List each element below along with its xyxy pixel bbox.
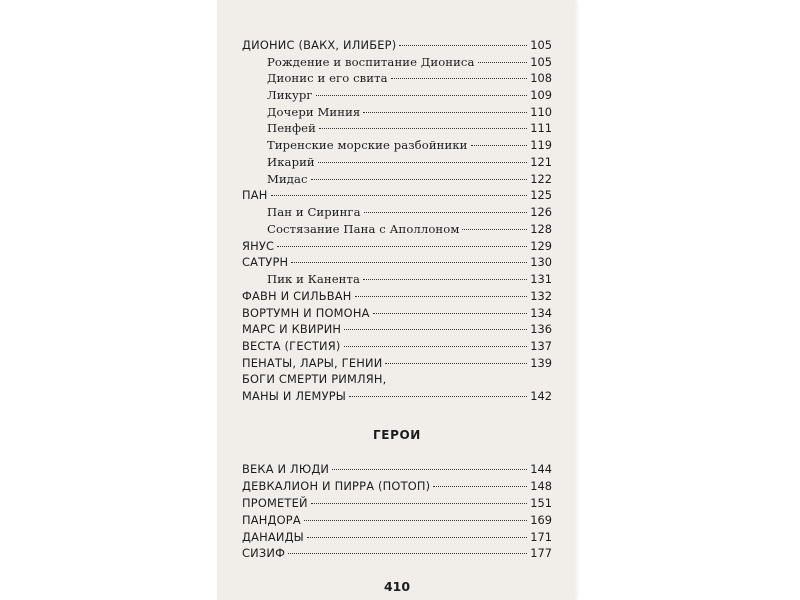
section-heading-heroes: ГЕРОИ: [373, 428, 421, 442]
toc-entry-page: 111: [530, 121, 552, 135]
dot-leader: [399, 45, 527, 46]
toc-entry-page: 128: [530, 222, 552, 236]
toc-entry-page: 139: [530, 356, 552, 370]
dot-leader: [391, 78, 527, 79]
toc-entry-page: 130: [530, 255, 552, 269]
dot-leader: [373, 313, 527, 314]
toc-entry-page: 169: [530, 513, 552, 527]
toc-entry-saturn: [242, 255, 552, 273]
toc-entry-manes-lemures: [242, 389, 552, 407]
toc-entry-title: Состязание Пана с Аполлоном: [267, 222, 460, 236]
dot-leader: [318, 162, 527, 163]
dot-leader: [311, 179, 527, 180]
toc-entry-title: МАНЫ И ЛЕМУРЫ: [242, 389, 347, 403]
toc-entry-page: 136: [530, 322, 552, 336]
toc-entry-title: ВОРТУМН И ПОМОНА: [242, 306, 370, 320]
toc-entry-sisyphus: [242, 546, 552, 564]
dot-leader: [462, 229, 527, 230]
toc-entry-page: 105: [530, 55, 552, 69]
dot-leader: [355, 296, 527, 297]
toc-entry-vesta: [242, 339, 552, 357]
toc-entry-title: ПЕНАТЫ, ЛАРЫ, ГЕНИИ: [242, 356, 383, 370]
toc-entry-page: 121: [530, 155, 552, 169]
dot-leader: [433, 486, 527, 487]
toc-entry-faunus-silvanus: [242, 289, 552, 307]
toc-entry-title: ДИОНИС (ВАКХ, ИЛИБЕР): [242, 38, 397, 52]
page-number: 410: [383, 579, 411, 594]
dot-leader: [344, 329, 527, 330]
toc-entry-title: САТУРН: [242, 255, 289, 269]
toc-entry-title: Пан и Сиринга: [267, 205, 361, 219]
toc-entry-page: 132: [530, 289, 552, 303]
toc-entry-title: СИЗИФ: [242, 546, 286, 560]
dot-leader: [349, 396, 527, 397]
toc-entry-page: 171: [530, 530, 552, 544]
dot-leader: [363, 112, 527, 113]
toc-entry-page: 131: [530, 272, 552, 286]
toc-entry-title: ЯНУС: [242, 239, 275, 253]
dot-leader: [316, 95, 527, 96]
toc-entry-page: 137: [530, 339, 552, 353]
toc-entry-title: Тиренские морские разбойники: [267, 138, 468, 152]
dot-leader: [271, 195, 527, 196]
dot-leader: [311, 503, 527, 504]
toc-entry-title: ДЕВКАЛИОН И ПИРРА (ПОТОП): [242, 479, 431, 493]
toc-entry-mars-quirinus: [242, 322, 552, 340]
toc-entry-page: 108: [530, 71, 552, 85]
toc-entry-page: 110: [530, 105, 552, 119]
toc-entry-page: 105: [530, 38, 552, 52]
toc-entry-page: 134: [530, 306, 552, 320]
toc-entry-tyrrhenian-pirates: [267, 138, 552, 156]
dot-leader: [288, 553, 527, 554]
toc-entry-title: ФАВН И СИЛЬВАН: [242, 289, 352, 303]
toc-entry-page: 148: [530, 479, 552, 493]
toc-entry-title: Дионис и его свита: [267, 71, 388, 85]
toc-entry-page: 144: [530, 462, 552, 476]
toc-entry-icarius: [267, 155, 552, 173]
toc-entry-page: 109: [530, 88, 552, 102]
toc-entry-title: Икарий: [267, 155, 315, 169]
toc-entry-page: 129: [530, 239, 552, 253]
toc-entry-pentheus: [267, 121, 552, 139]
toc-entry-page: 125: [530, 188, 552, 202]
dot-leader: [385, 363, 527, 364]
dot-leader: [307, 537, 527, 538]
toc-entry-ages-and-people: [242, 462, 552, 480]
toc-entry-page: 126: [530, 205, 552, 219]
toc-entry-title: ПАН: [242, 188, 268, 202]
toc-entry-title: ВЕСТА (ГЕСТИЯ): [242, 339, 341, 353]
dot-leader: [332, 469, 527, 470]
toc-entry-roman-death-gods-line1: БОГИ СМЕРТИ РИМЛЯН,: [242, 372, 387, 386]
dot-leader: [319, 128, 527, 129]
dot-leader: [304, 520, 527, 521]
dot-leader: [471, 145, 528, 146]
toc-entry-title: ВЕКА И ЛЮДИ: [242, 462, 330, 476]
toc-entry-pan: [242, 188, 552, 206]
dot-leader: [364, 212, 527, 213]
toc-entry-page: 119: [530, 138, 552, 152]
toc-entry-title: Ликург: [267, 88, 313, 102]
toc-entry-page: 122: [530, 172, 552, 186]
toc-entry-title: ДАНАИДЫ: [242, 530, 304, 544]
dot-leader: [344, 346, 527, 347]
dot-leader: [363, 279, 527, 280]
toc-entry-pan-apollo-contest: [267, 222, 552, 240]
toc-entry-title: ПРОМЕТЕЙ: [242, 496, 308, 510]
toc-entry-page: 177: [530, 546, 552, 560]
toc-entry-deucalion-pyrrha: [242, 479, 552, 497]
toc-entry-picus-and-canens: [267, 272, 552, 290]
dot-leader: [291, 262, 527, 263]
toc-entry-title: Мидас: [267, 172, 308, 186]
toc-entry-dionysus: [242, 38, 552, 56]
toc-entry-title: Пик и Канента: [267, 272, 361, 286]
toc-entry-title: Пенфей: [267, 121, 316, 135]
dot-leader: [478, 62, 527, 63]
toc-entry-dionysus-retinue: [267, 71, 552, 89]
toc-entry-title: Дочери Миния: [267, 105, 361, 119]
dot-leader: [277, 246, 527, 247]
toc-entry-title: Рождение и воспитание Диониса: [267, 55, 475, 69]
toc-entry-page: 151: [530, 496, 552, 510]
toc-entry-pan-and-syrinx: [267, 205, 552, 223]
toc-entry-page: 142: [530, 389, 552, 403]
toc-entry-lycurgus: [267, 88, 552, 106]
toc-entry-prometheus: [242, 496, 552, 514]
toc-entry-title: МАРС И КВИРИН: [242, 322, 342, 336]
toc-entry-pandora: [242, 513, 552, 531]
toc-entry-title: ПАНДОРА: [242, 513, 301, 527]
